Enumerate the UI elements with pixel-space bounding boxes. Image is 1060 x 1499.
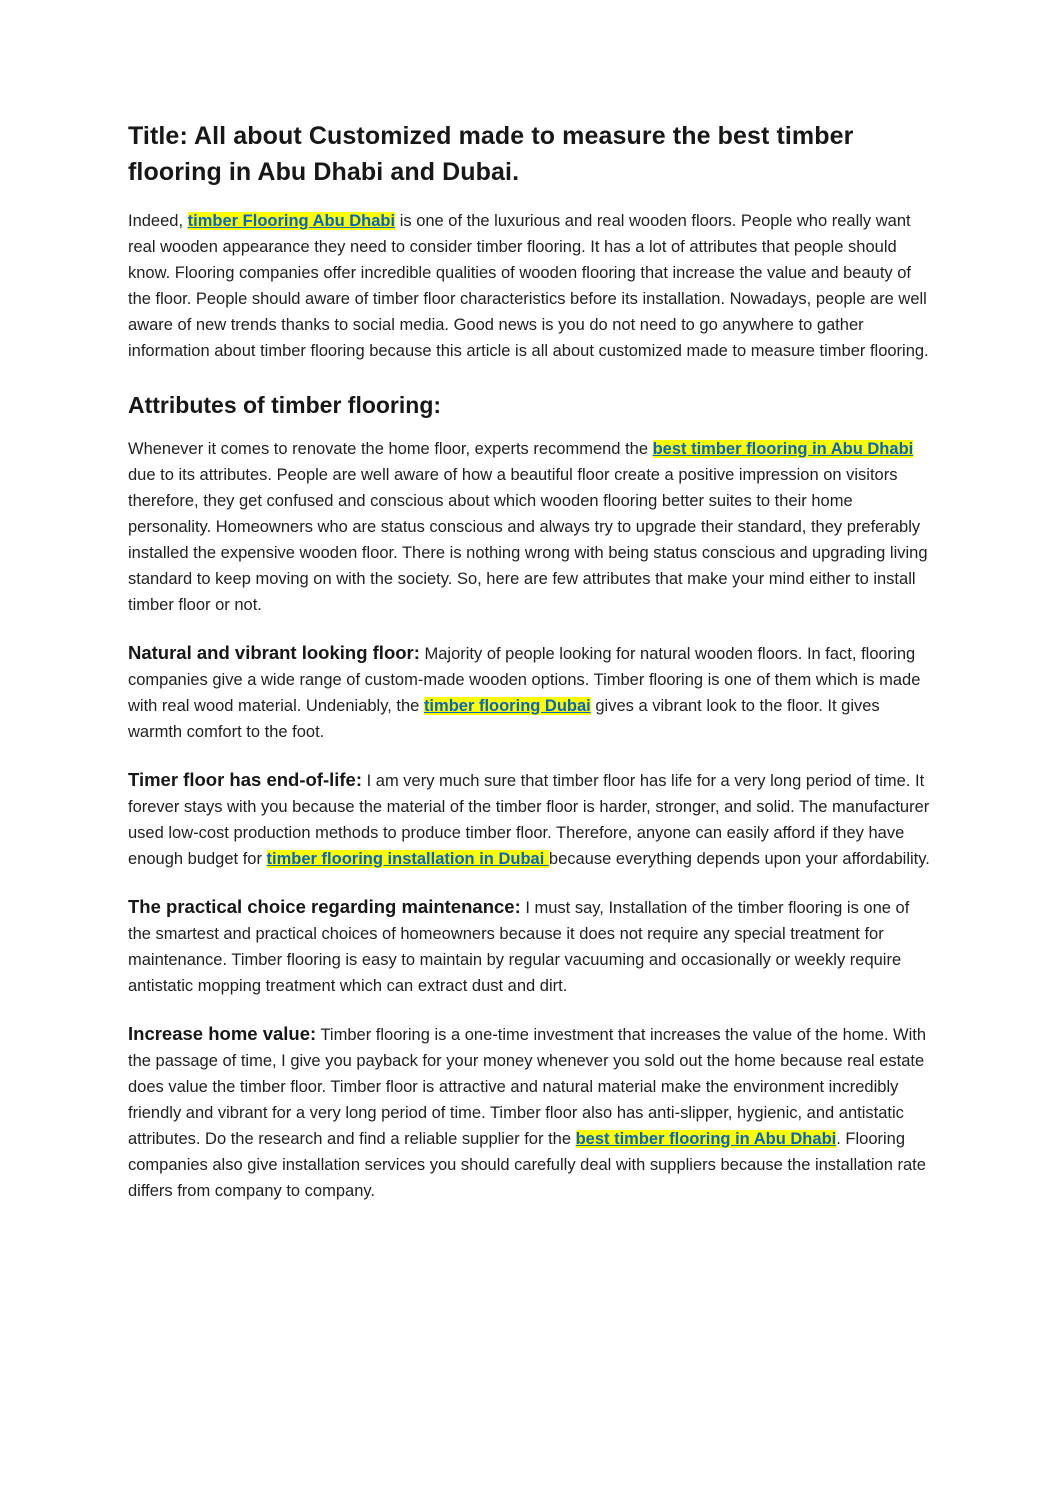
paragraph-home-value <box>128 1021 930 1204</box>
home-value-text-pre: Timber flooring is a one-time investment that increases the value of the home. With the passage of time, I give you payback for your money whenever you sold out the home because real estate does value the timber floor. Timber floor is attractive and natural material make the environment incredibly friendly and vibrant for a very long period of time. Timber floor also has anti-slipper, hygienic, and antistatic attributes. Do the research and find a reliable supplier for the <box>128 1026 927 1148</box>
intro-text-pre: Indeed, <box>128 212 188 230</box>
maintenance-text: I must say, Installation of the timber flooring is one of the smartest and practical choices of homeowners because it does not require any special treatment for maintenance. Timber flooring is easy to maintain by regular vacuuming and occasionally or weekly require antistatic mopping treatment which can extract dust and dirt. <box>128 899 910 995</box>
link-best-timber-flooring-abu-dhabi[interactable]: best timber flooring in Abu Dhabi <box>652 440 914 458</box>
subheading-maintenance: The practical choice regarding maintenance: <box>128 896 521 917</box>
link-best-timber-flooring-abu-dhabi-2[interactable]: best timber flooring in Abu Dhabi <box>575 1130 837 1148</box>
paragraph-natural-floor <box>128 640 930 745</box>
subheading-home-value: Increase home value: <box>128 1023 317 1044</box>
link-timber-flooring-dubai[interactable]: timber flooring Dubai <box>423 697 591 715</box>
natural-floor-text-pre: Majority of people looking for natural wooden floors. In fact, flooring companies give a wide range of custom-made wooden options. Timber flooring is one of them which is made with real wood material. Undeniably, the <box>128 645 921 715</box>
link-timber-flooring-installation-dubai[interactable]: timber flooring installation in Dubai <box>266 850 549 868</box>
section-heading-attributes: Attributes of timber flooring: <box>128 392 442 418</box>
attributes-text-post: due to its attributes. People are well aware of how a beautiful floor create a positive impression on visitors therefore, they get confused and conscious about which wooden flooring better suites to their home personality. Homeowners who are status conscious and always try to upgrade their standard, they preferably installed the expensive wooden floor. There is nothing wrong with being status conscious and upgrading living standard to keep moving on with the society. So, here are few attributes that make your mind either to install timber floor or not. <box>128 466 928 614</box>
paragraph-end-of-life <box>128 767 930 872</box>
end-of-life-text-pre: I am very much sure that timber floor has life for a very long period of time. It forever stays with you because the material of the timber floor is harder, stronger, and solid. The manufacturer used low-cost production methods to produce timber floor. Therefore, anyone can easily afford if they have enough budget for <box>128 772 930 868</box>
paragraph-attributes <box>128 436 930 618</box>
subheading-end-of-life: Timer floor has end-of-life: <box>128 769 363 790</box>
home-value-text-post: . Flooring companies also give installation services you should carefully deal with suppliers because the installation rate differs from company to company. <box>128 1130 926 1200</box>
link-timber-flooring-abu-dhabi[interactable]: timber Flooring Abu Dhabi <box>187 212 396 230</box>
document-title: Title: All about Customized made to measure the best timber flooring in Abu Dhabi and Dubai. <box>128 122 854 186</box>
subheading-natural-vibrant-floor: Natural and vibrant looking floor: <box>128 642 420 663</box>
intro-text-post: is one of the luxurious and real wooden floors. People who really want real wooden appearance they need to consider timber flooring. It has a lot of attributes that people should know. Flooring companies offer incredible qualities of wooden flooring that increase the value and beauty of the floor. People should aware of timber floor characteristics before its installation. Nowadays, people are well aware of new trends thanks to social media. Good news is you do not need to go anywhere to gather information about timber flooring because this article is all about customized made to measure timber flooring. <box>128 212 929 360</box>
paragraph-intro <box>128 208 930 364</box>
end-of-life-text-post: because everything depends upon your affordability. <box>548 850 930 868</box>
paragraph-maintenance <box>128 894 930 999</box>
attributes-text-pre: Whenever it comes to renovate the home floor, experts recommend the <box>128 440 653 458</box>
natural-floor-text-post: gives a vibrant look to the floor. It gives warmth comfort to the foot. <box>128 697 880 741</box>
